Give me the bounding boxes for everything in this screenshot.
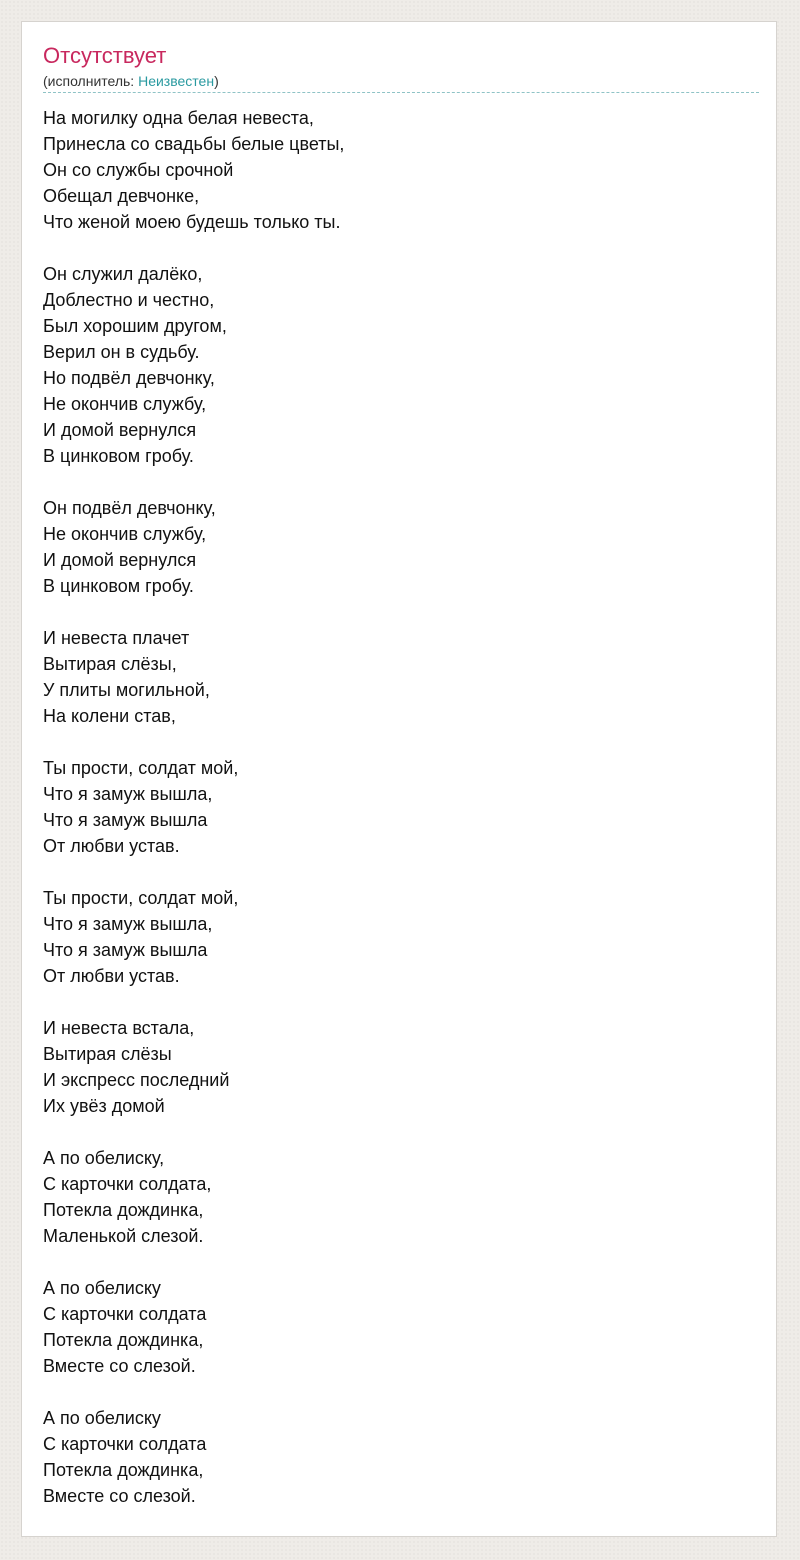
- lyrics-line: Верил он в судьбу.: [43, 342, 200, 362]
- lyrics-stanza: [43, 1145, 759, 1249]
- lyrics-line: В цинковом гробу.: [43, 576, 194, 596]
- lyrics-card: [21, 21, 777, 1537]
- lyrics-line: Был хорошим другом,: [43, 316, 227, 336]
- lyrics-line: Что я замуж вышла,: [43, 784, 213, 804]
- lyrics-body: [43, 105, 759, 1509]
- lyrics-line: В цинковом гробу.: [43, 446, 194, 466]
- lyrics-line: От любви устав.: [43, 836, 180, 856]
- artist-line: [43, 72, 759, 93]
- lyrics-line: С карточки солдата,: [43, 1174, 212, 1194]
- lyrics-line: Вытирая слёзы,: [43, 654, 177, 674]
- lyrics-line: Он подвёл девчонку,: [43, 498, 216, 518]
- lyrics-line: А по обелиску: [43, 1278, 161, 1298]
- lyrics-line: Маленькой слезой.: [43, 1226, 204, 1246]
- lyrics-line: Что я замуж вышла,: [43, 914, 213, 934]
- lyrics-stanza: [43, 1405, 759, 1509]
- lyrics-line: И невеста встала,: [43, 1018, 195, 1038]
- lyrics-line: Он со службы срочной: [43, 160, 234, 180]
- artist-link[interactable]: Неизвестен: [138, 73, 215, 89]
- lyrics-line: Что женой моею будешь только ты.: [43, 212, 341, 232]
- lyrics-line: Вместе со слезой.: [43, 1356, 196, 1376]
- lyrics-line: Ты прости, солдат мой,: [43, 758, 239, 778]
- lyrics-line: Вытирая слёзы: [43, 1044, 172, 1064]
- lyrics-line: Не окончив службу,: [43, 524, 207, 544]
- lyrics-line: Что я замуж вышла: [43, 940, 208, 960]
- lyrics-stanza: [43, 261, 759, 469]
- song-header: [43, 43, 759, 93]
- artist-prefix: (исполнитель:: [43, 73, 139, 89]
- lyrics-line: Их увёз домой: [43, 1096, 165, 1116]
- lyrics-line: Ты прости, солдат мой,: [43, 888, 239, 908]
- lyrics-line: А по обелиску,: [43, 1148, 165, 1168]
- artist-suffix: ): [214, 73, 219, 89]
- lyrics-line: Но подвёл девчонку,: [43, 368, 215, 388]
- lyrics-line: Доблестно и честно,: [43, 290, 215, 310]
- lyrics-stanza: [43, 495, 759, 599]
- lyrics-line: Не окончив службу,: [43, 394, 207, 414]
- lyrics-stanza: [43, 755, 759, 859]
- lyrics-stanza: [43, 625, 759, 729]
- lyrics-line: На колени став,: [43, 706, 176, 726]
- lyrics-line: А по обелиску: [43, 1408, 161, 1428]
- lyrics-line: На могилку одна белая невеста,: [43, 108, 314, 128]
- lyrics-line: Обещал девчонке,: [43, 186, 200, 206]
- lyrics-line: С карточки солдата: [43, 1434, 207, 1454]
- lyrics-line: Потекла дождинка,: [43, 1200, 204, 1220]
- lyrics-line: С карточки солдата: [43, 1304, 207, 1324]
- lyrics-line: Что я замуж вышла: [43, 810, 208, 830]
- lyrics-line: Потекла дождинка,: [43, 1460, 204, 1480]
- lyrics-line: У плиты могильной,: [43, 680, 210, 700]
- song-title: Отсутствует: [43, 43, 167, 68]
- lyrics-line: Он служил далёко,: [43, 264, 203, 284]
- lyrics-stanza: [43, 105, 759, 235]
- lyrics-line: Принесла со свадьбы белые цветы,: [43, 134, 345, 154]
- lyrics-stanza: [43, 1015, 759, 1119]
- lyrics-line: Потекла дождинка,: [43, 1330, 204, 1350]
- lyrics-line: И домой вернулся: [43, 420, 197, 440]
- lyrics-line: И экспресс последний: [43, 1070, 230, 1090]
- lyrics-line: Вместе со слезой.: [43, 1486, 196, 1506]
- lyrics-stanza: [43, 885, 759, 989]
- lyrics-stanza: [43, 1275, 759, 1379]
- lyrics-line: От любви устав.: [43, 966, 180, 986]
- lyrics-line: И невеста плачет: [43, 628, 190, 648]
- lyrics-line: И домой вернулся: [43, 550, 197, 570]
